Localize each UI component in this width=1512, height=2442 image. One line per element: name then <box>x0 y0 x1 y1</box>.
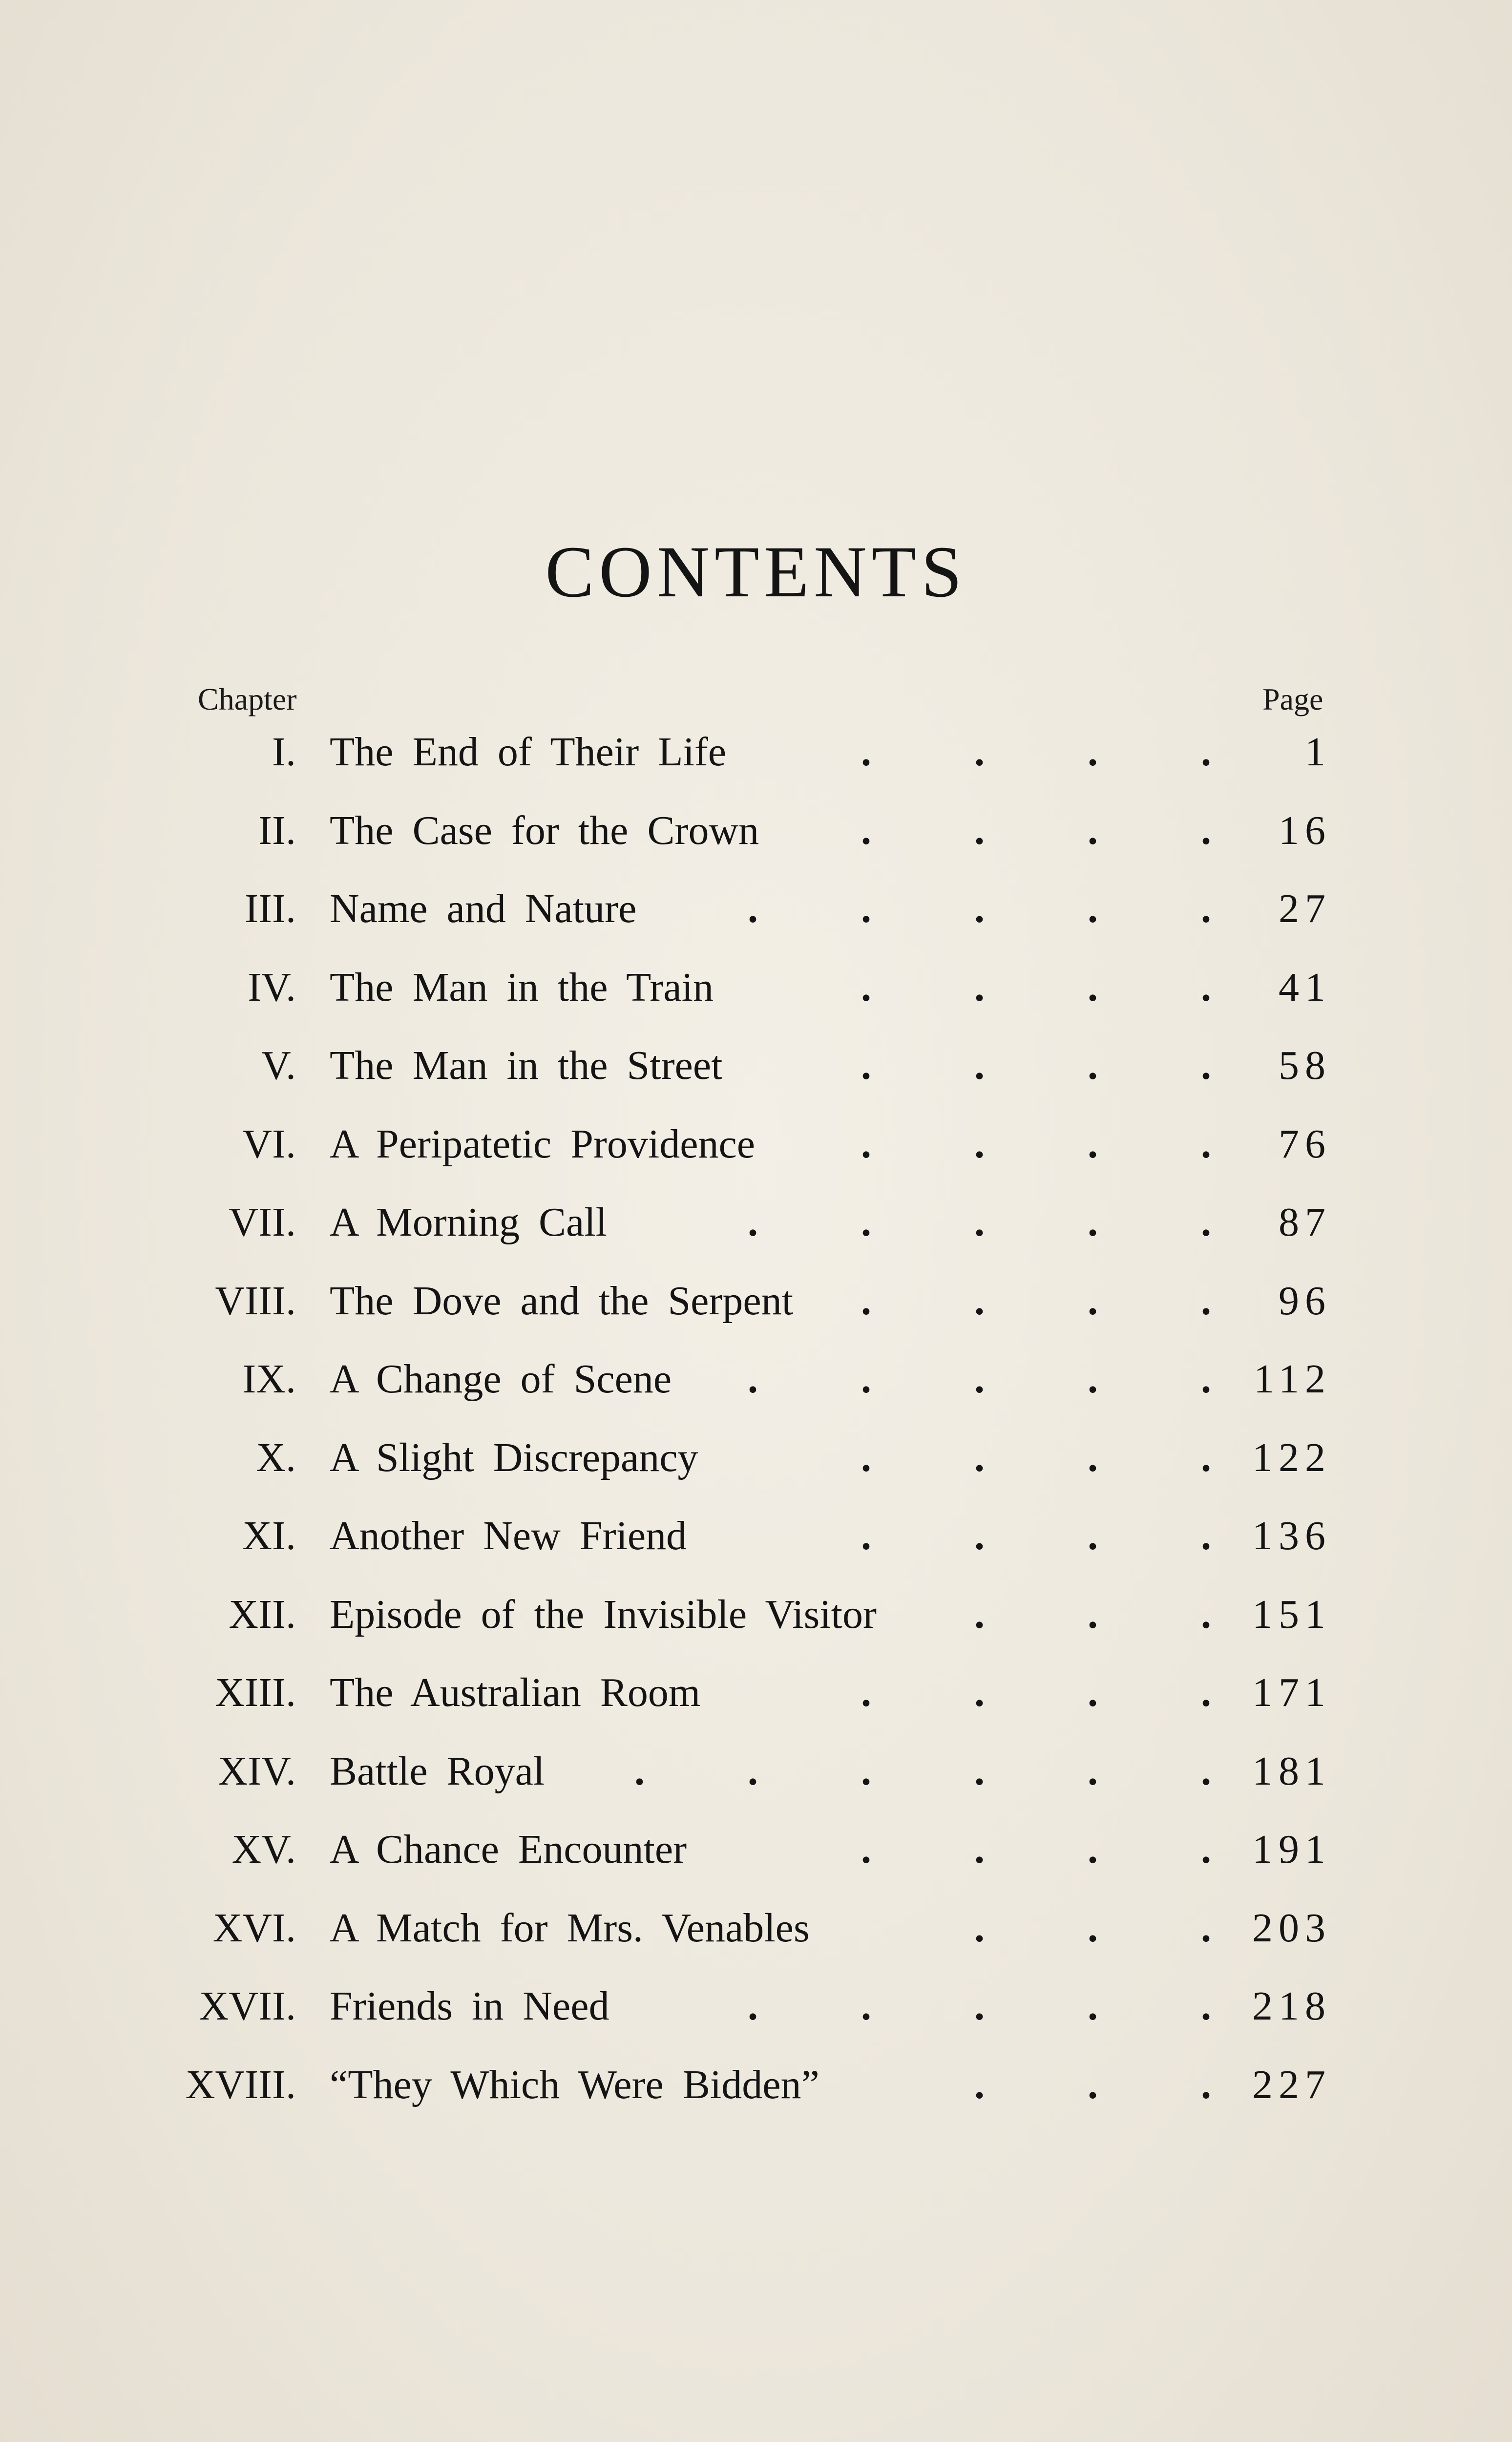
chapter-title: Battle Royal <box>330 1748 545 1794</box>
chapter-number: XVI. <box>212 1905 296 1951</box>
leader-dot: . <box>974 886 985 931</box>
leader-dot: . <box>1088 1434 1098 1480</box>
chapter-number: I. <box>272 729 296 775</box>
chapter-number: V. <box>261 1043 296 1088</box>
toc-entry <box>0 1585 1512 1663</box>
leader-dot: . <box>1088 1356 1098 1402</box>
toc-entry <box>0 1742 1512 1820</box>
chapter-number: IV. <box>248 964 296 1010</box>
leader-dot: . <box>974 1278 985 1324</box>
page-number: 171 <box>1252 1670 1331 1715</box>
leader-dot: . <box>1088 1043 1098 1088</box>
chapter-number: XIII. <box>215 1670 296 1715</box>
leader-dot: . <box>1088 1121 1098 1167</box>
chapter-title: A Slight Discrepancy <box>330 1434 698 1480</box>
page-number: 191 <box>1252 1827 1331 1872</box>
leader-dot: . <box>1201 1121 1211 1167</box>
page-number: 1 <box>1305 729 1331 775</box>
leader-dot: . <box>1201 729 1211 775</box>
page-number: 16 <box>1279 807 1331 853</box>
leader-dot: . <box>1201 1200 1211 1245</box>
leader-dot: . <box>861 886 871 931</box>
page-number: 181 <box>1252 1748 1331 1794</box>
chapter-column-header: Chapter <box>198 682 297 716</box>
chapter-title: Another New Friend <box>330 1513 687 1558</box>
leader-dot: . <box>748 1200 758 1245</box>
leader-dot: . <box>1088 1983 1098 2029</box>
leader-dot: . <box>974 1591 985 1637</box>
chapter-title: A Morning Call <box>330 1200 608 1245</box>
chapter-number: VIII. <box>215 1278 296 1324</box>
toc-entry <box>0 723 1512 801</box>
page-number: 227 <box>1252 2062 1331 2107</box>
leader-dot: . <box>1088 1513 1098 1558</box>
page-number: 151 <box>1252 1591 1331 1637</box>
leader-dot: . <box>974 1513 985 1558</box>
leader-dot: . <box>634 1748 645 1794</box>
chapter-title: The Man in the Street <box>330 1043 723 1088</box>
leader-dot: . <box>1201 1983 1211 2029</box>
leader-dot: . <box>974 1121 985 1167</box>
leader-dot: . <box>1088 2062 1098 2107</box>
page-title: CONTENTS <box>545 531 967 612</box>
leader-dot: . <box>1088 729 1098 775</box>
toc-entry <box>0 880 1512 958</box>
chapter-number: VII. <box>229 1200 296 1245</box>
page-number: 76 <box>1279 1121 1331 1167</box>
chapter-number: III. <box>245 886 296 931</box>
leader-dot: . <box>1088 1670 1098 1715</box>
leader-dot: . <box>974 1983 985 2029</box>
toc-entry <box>0 1429 1512 1507</box>
chapter-title: A Peripatetic Providence <box>330 1121 756 1167</box>
leader-dot: . <box>974 1827 985 1872</box>
page-number: 122 <box>1252 1434 1331 1480</box>
leader-dot: . <box>748 1983 758 2029</box>
leader-dot: . <box>861 1356 871 1402</box>
leader-dot: . <box>861 1513 871 1558</box>
page-number: 136 <box>1252 1513 1331 1558</box>
toc-entry <box>0 1036 1512 1115</box>
leader-dot: . <box>974 1434 985 1480</box>
toc-entry <box>0 1977 1512 2055</box>
leader-dot: . <box>1088 1827 1098 1872</box>
leader-dot: . <box>748 1748 758 1794</box>
leader-dot: . <box>1201 1513 1211 1558</box>
chapter-title: Episode of the Invisible Visitor <box>330 1591 877 1637</box>
leader-dot: . <box>861 1670 871 1715</box>
leader-dot: . <box>1201 1591 1211 1637</box>
leader-dot: . <box>1201 1827 1211 1872</box>
chapter-title: A Match for Mrs. Venables <box>330 1905 810 1951</box>
chapter-title: The End of Their Life <box>330 729 727 775</box>
leader-dot: . <box>861 1200 871 1245</box>
chapter-title: A Change of Scene <box>330 1356 672 1402</box>
leader-dot: . <box>748 1356 758 1402</box>
leader-dot: . <box>861 807 871 853</box>
chapter-title: Friends in Need <box>330 1983 609 2029</box>
leader-dot: . <box>1088 1200 1098 1245</box>
leader-dot: . <box>861 1748 871 1794</box>
leader-dot: . <box>974 807 985 853</box>
page-number: 41 <box>1279 964 1331 1010</box>
leader-dot: . <box>974 1670 985 1715</box>
leader-dot: . <box>861 729 871 775</box>
leader-dot: . <box>1201 1043 1211 1088</box>
toc-entry <box>0 1272 1512 1350</box>
leader-dot: . <box>974 1356 985 1402</box>
toc-entry <box>0 1899 1512 1977</box>
leader-dot: . <box>1201 1670 1211 1715</box>
leader-dot: . <box>1201 1905 1211 1951</box>
leader-dot: . <box>861 1434 871 1480</box>
chapter-number: XII. <box>229 1591 296 1637</box>
page-number: 203 <box>1252 1905 1331 1951</box>
leader-dot: . <box>1201 1434 1211 1480</box>
toc-entry <box>0 1193 1512 1271</box>
chapter-title: The Case for the Crown <box>330 807 759 853</box>
leader-dot: . <box>861 1043 871 1088</box>
leader-dot: . <box>974 1200 985 1245</box>
leader-dot: . <box>974 1748 985 1794</box>
leader-dot: . <box>861 1827 871 1872</box>
page-number: 27 <box>1279 886 1331 931</box>
chapter-number: IX. <box>242 1356 296 1402</box>
page-number: 87 <box>1279 1200 1331 1245</box>
leader-dot: . <box>1201 1278 1211 1324</box>
chapter-title: The Dove and the Serpent <box>330 1278 794 1324</box>
leader-dot: . <box>1201 2062 1211 2107</box>
toc-entry <box>0 1507 1512 1585</box>
chapter-number: XI. <box>242 1513 296 1558</box>
page-number: 218 <box>1252 1983 1331 2029</box>
leader-dot: . <box>1088 964 1098 1010</box>
chapter-title: The Australian Room <box>330 1670 701 1715</box>
chapter-number: XV. <box>231 1827 296 1872</box>
leader-dot: . <box>861 1121 871 1167</box>
leader-dot: . <box>861 964 871 1010</box>
leader-dot: . <box>1201 1356 1211 1402</box>
leader-dot: . <box>1088 1591 1098 1637</box>
leader-dot: . <box>1088 807 1098 853</box>
leader-dot: . <box>1201 807 1211 853</box>
toc-entry <box>0 1115 1512 1193</box>
leader-dot: . <box>1201 1748 1211 1794</box>
chapter-number: XVII. <box>199 1983 296 2029</box>
chapter-title: The Man in the Train <box>330 964 714 1010</box>
page-number: 112 <box>1254 1356 1331 1402</box>
chapter-number: VI. <box>242 1121 296 1167</box>
leader-dot: . <box>974 1905 985 1951</box>
chapter-title: Name and Nature <box>330 886 637 931</box>
toc-entry <box>0 1663 1512 1742</box>
leader-dot: . <box>974 1043 985 1088</box>
leader-dot: . <box>974 2062 985 2107</box>
leader-dot: . <box>861 1983 871 2029</box>
toc-entry <box>0 2056 1512 2134</box>
leader-dot: . <box>974 729 985 775</box>
leader-dot: . <box>748 886 758 931</box>
chapter-number: X. <box>256 1434 296 1480</box>
leader-dot: . <box>1201 886 1211 931</box>
page-number: 58 <box>1279 1043 1331 1088</box>
leader-dot: . <box>1088 1905 1098 1951</box>
chapter-number: XIV. <box>218 1748 296 1794</box>
leader-dot: . <box>1088 1748 1098 1794</box>
chapter-title: “They Which Were Bidden” <box>330 2062 819 2107</box>
leader-dot: . <box>1201 964 1211 1010</box>
leader-dot: . <box>1088 886 1098 931</box>
chapter-title: A Chance Encounter <box>330 1827 687 1872</box>
leader-dot: . <box>1088 1278 1098 1324</box>
page-column-header: Page <box>1262 682 1323 716</box>
chapter-number: II. <box>258 807 296 853</box>
toc-entry <box>0 958 1512 1036</box>
toc-entry <box>0 1820 1512 1898</box>
toc-entry <box>0 801 1512 880</box>
toc-entry <box>0 1350 1512 1428</box>
chapter-number: XVIII. <box>185 2062 296 2107</box>
leader-dot: . <box>974 964 985 1010</box>
page-number: 96 <box>1279 1278 1331 1324</box>
leader-dot: . <box>861 1278 871 1324</box>
